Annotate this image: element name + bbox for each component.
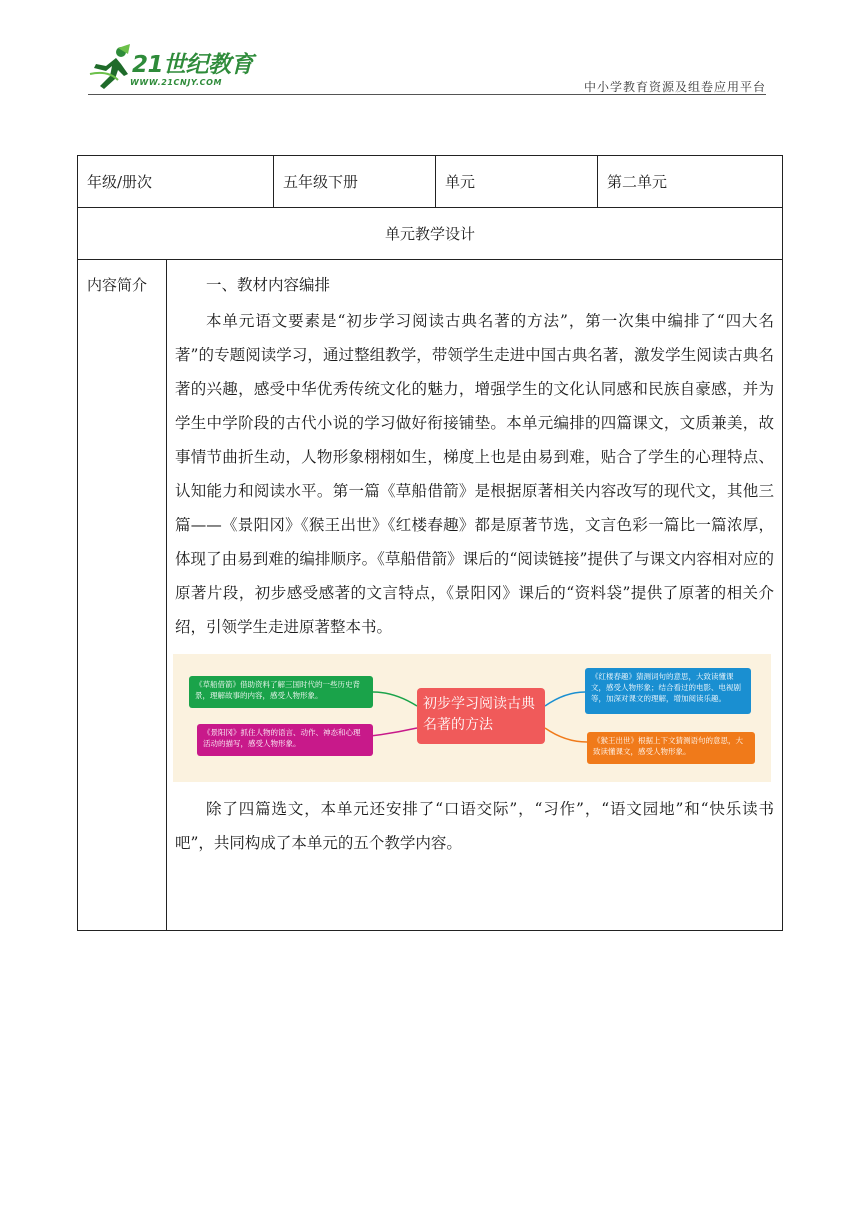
grade-value: 五年级下册 (274, 156, 436, 208)
logo (88, 44, 268, 96)
design-title: 单元教学设计 (78, 208, 783, 260)
mind-map-node-caochuan: 《草船借箭》借助资料了解三国时代的一些历史背景，理解故事的内容，感受人物形象。 (189, 676, 373, 708)
intro-paragraph-2: 除了四篇选文，本单元还安排了“口语交际”，“习作”，“语文园地”和“快乐读书吧”，共同构成了本单元的五个教学内容。 (175, 800, 774, 852)
section-title: 一、教材内容编排 (206, 276, 331, 294)
unit-value: 第二单元 (598, 156, 783, 208)
intro-row (78, 260, 783, 931)
unit-label: 单元 (436, 156, 598, 208)
unit-design-table (77, 155, 783, 931)
mind-map-center: 初步学习阅读古典名著的方法 (417, 688, 545, 744)
logo-url-text: WWW.21CNJY.COM (130, 78, 223, 87)
logo-brand-text: 21世纪教育 (132, 52, 254, 78)
mind-map-node-houwang: 《猴王出世》根据上下文猜测语句的意思，大致读懂课文，感受人物形象。 (587, 732, 755, 764)
intro-paragraph-1: 本单元语文要素是“初步学习阅读古典名著的方法”，第一次集中编排了“四大名著”的专题阅读学习，通过整组教学，带领学生走进中国古典名著，激发学生阅读古典名著的兴趣，感受中华优秀传统文化的魅力，增强学生的文化认同感和民族自豪感，并为学生中学阶段的古代小说的学习做好衔接铺垫。本单元编排的四篇课文，文质兼美，故事情节曲折生动，人物形象栩栩如生，梯度上也是由易到难，贴合了学生的心理特点、认知能力和阅读水平。第一篇《草船借箭》是根据原著相关内容改写的现代文，其他三篇——《景阳冈》《猴王出世》《红楼春趣》都是原著节选，文言色彩一篇比一篇浓厚，体现了由易到难的编排顺序。《草船借箭》课后的“阅读链接”提供了与课文内容相对应的原著片段，初步感受感著的文言特点，《景阳冈》课后的“资料袋”提供了原著的相关介绍，引领学生走进原著整本书。 (175, 312, 774, 636)
grade-label: 年级/册次 (78, 156, 274, 208)
info-row (78, 156, 783, 208)
mind-map-node-jingyanggang: 《景阳冈》抓住人物的语言、动作、神态和心理活动的描写，感受人物形象。 (197, 724, 373, 756)
runner-logo-icon (88, 44, 132, 90)
mind-map (173, 654, 771, 782)
intro-content (167, 260, 783, 931)
mind-map-node-honglou: 《红楼春趣》猜测词句的意思，大致读懂课文，感受人物形象；结合看过的电影、电视剧等，加深对课文的理解，增加阅读乐趣。 (585, 668, 751, 714)
platform-name: 中小学教育资源及组卷应用平台 (583, 80, 766, 94)
header-divider (88, 94, 766, 95)
title-row (78, 208, 783, 260)
intro-label: 内容简介 (78, 260, 167, 931)
